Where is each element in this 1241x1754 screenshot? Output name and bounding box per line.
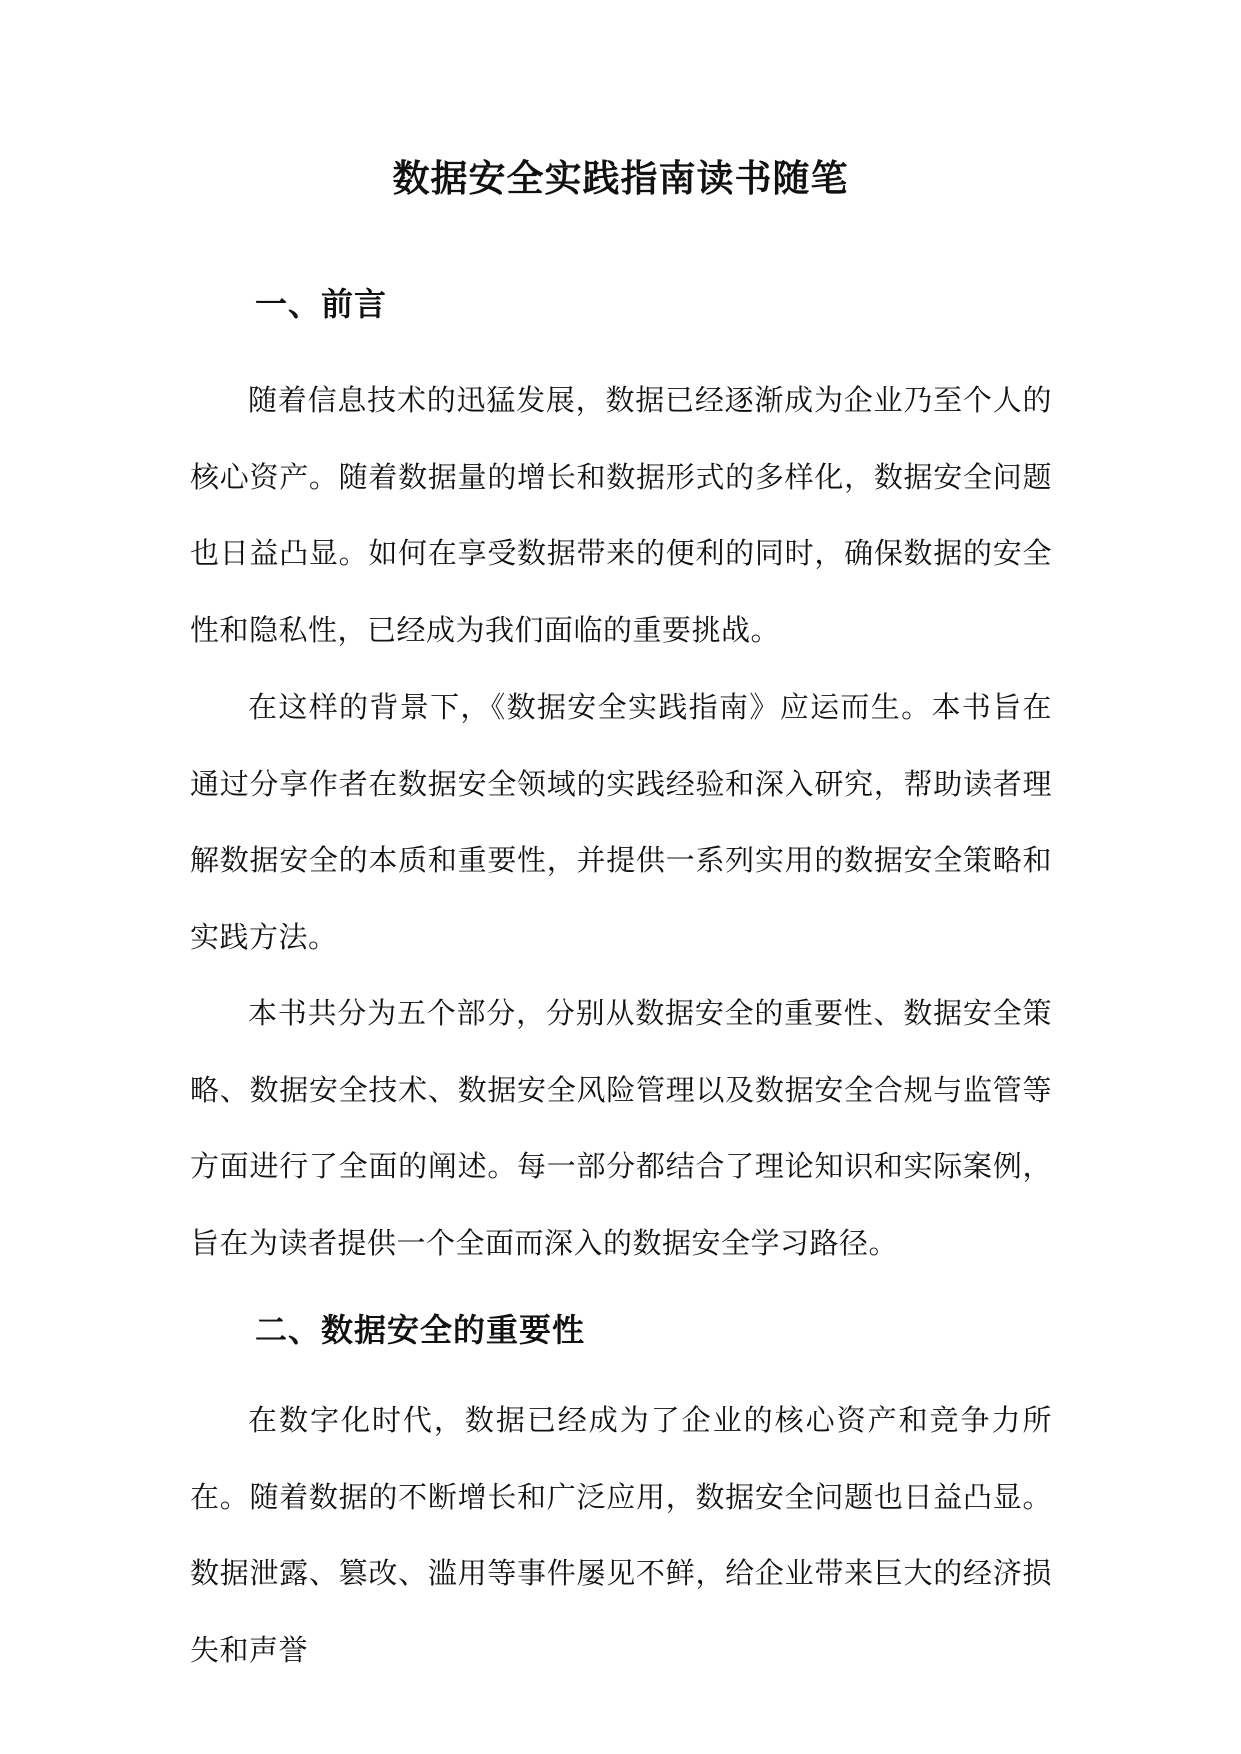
paragraph: 随着信息技术的迅猛发展，数据已经逐渐成为企业乃至个人的核心资产。随着数据量的增长和数据形式的多样化，数据安全问题也日益凸显。如何在享受数据带来的便利的同时，确保数据的安全性和隐私性，已经成为我们面临的重要挑战。 — [190, 383, 1052, 647]
paragraph: 在数字化时代，数据已经成为了企业的核心资产和竞争力所在。随着数据的不断增长和广泛应用，数据安全问题也日益凸显。数据泄露、篡改、滥用等事件屡见不鲜，给企业带来巨大的经济损失和声誉 — [190, 1403, 1052, 1667]
paragraph: 本书共分为五个部分，分别从数据安全的重要性、数据安全策略、数据安全技术、数据安全风险管理以及数据安全合规与监管等方面进行了全面的阐述。每一部分都结合了理论知识和实际案例，旨在为读者提供一个全面而深入的数据安全学习路径。 — [190, 996, 1052, 1260]
paragraph: 在这样的背景下，《数据安全实践指南》应运而生。本书旨在通过分享作者在数据安全领域的实践经验和深入研究，帮助读者理解数据安全的本质和重要性，并提供一系列实用的数据安全策略和实践方法。 — [190, 690, 1052, 954]
section-heading-preface: 一、前言 — [255, 285, 388, 323]
document-title: 数据安全实践指南读书随笔 — [392, 156, 849, 200]
section-heading-importance: 二、数据安全的重要性 — [255, 1311, 586, 1349]
